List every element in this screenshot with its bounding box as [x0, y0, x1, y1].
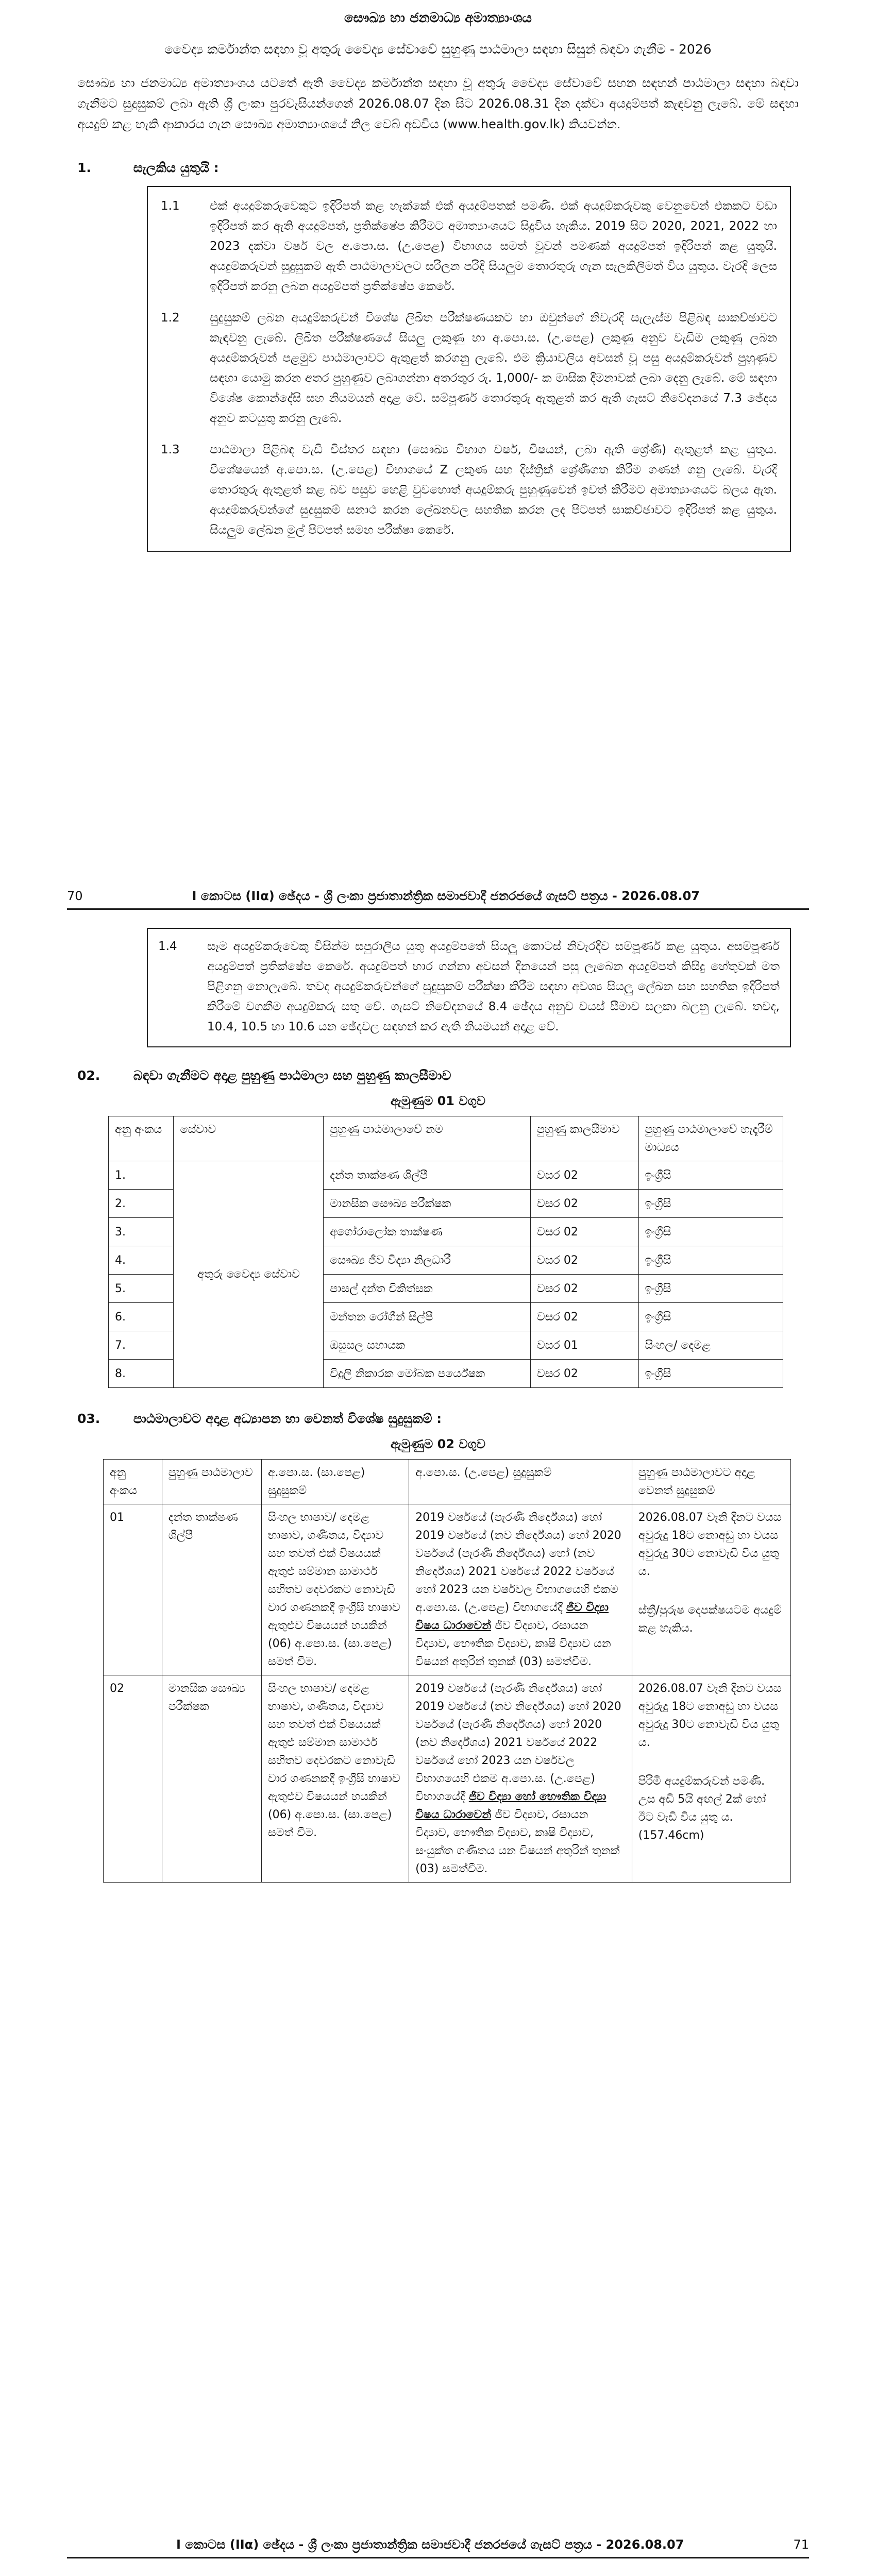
al-qualification: [409, 1675, 632, 1883]
note-text: එක් අයදුම්කරුවෙකුට ඉදිරිපත් කළ හැක්කේ එක් අයදුම්පතක් පමණි. එක් අයදුම්කරුවකු වෙනුවෙන් එකකට වඩා ඉදිරිපත් කර ඇති අයදුම්පත්, ප්‍රතික්ෂේප කිරීමට අමාත්‍යාංශයට සිදුවිය හැකිය. 2019 සිට 2020, 2021, 2022 හා 2023 දක්වා වර්ෂ වල අ.පො.ස. (උ.පෙළ) විභාගය සමත් වූවන් පමණක් අයදුම්පත් ඉදිරිපත් කළ යුතුයි. අයදුම්කරුවන් සුදුසුකම් ඇති පාඨමාලාවලට සරිලන පරිදි සියලුම තොරතුරු ගැන සැලකිලිමත් විය යුතුය. වැරදි ලෙස ඉදිරිපත් කරනු ලබන අයදුම්පත් ප්‍රතික්ෂේප කෙරේ.: [210, 199, 777, 293]
header-title: I කොටස (IIα) ඡේදය - ශ්‍රී ලංකා ප්‍රජාතාන්ත්‍රික සමාජවාදී ජනරජයේ ගැසට් පත්‍රය - 2026.08.07: [176, 2537, 684, 2552]
row-number: 4.: [109, 1246, 174, 1275]
course-name: ඔසුසල සහායක: [324, 1331, 531, 1360]
row-number: 8.: [109, 1360, 174, 1388]
col-header: අ.පො.ස. (සා.පෙළ) සුදුසුකම්: [262, 1460, 409, 1504]
section-title: බඳවා ගැනීමට අදාළ පුහුණු පාඨමාලා සහ පුහුණු කාලසීමාව: [133, 1068, 451, 1083]
course-name: සෞඛ්‍ය ජීව විද්‍යා නිලධාරී: [324, 1246, 531, 1275]
qualifications-table: [103, 1459, 791, 1883]
note-number: 1.4: [158, 940, 177, 953]
course-duration: වසර 02: [530, 1275, 638, 1303]
gazette-page-2: [0, 881, 876, 2530]
course-medium: සිංහල/ දෙමළ: [638, 1331, 783, 1360]
col-header: පුහුණු පාඨමාලාවට අදාළ වෙනත් සුදුසුකම්: [632, 1460, 790, 1504]
course-duration: වසර 02: [530, 1303, 638, 1331]
col-header: අ.පො.ස. (උ.පෙළ) සුදුසුකම්: [409, 1460, 632, 1504]
course-duration: වසර 02: [530, 1360, 638, 1388]
intro-paragraph: සෞඛ්‍ය හා ජනමාධ්‍ය අමාත්‍යාංශය යටතේ ඇති වෛද්‍ය කර්මාන්ත සඳහා වූ අතුරු වෛද්‍ය සේවාවේ සහන සඳහන් පාඨමාලා සඳහා බඳවා ගැනීමට සුදුසුකම් ලබා ඇති ශ්‍රී ලංකා පුරවැසියන්ගෙන් 2026.08.07 දින සිට 2026.08.31 දින දක්වා අයදුම්පත් කැඳවනු ලැබේ. මේ සඳහා අයදුම් කළ හැකි ආකාරය ගැන සෞඛ්‍ය අමාත්‍යාංශයේ නිල වෙබ් අඩවිය (www.health.gov.lk) කියවන්න.: [77, 76, 799, 131]
row-number: 01: [104, 1504, 162, 1675]
course-name: දන්ත තාක්ෂණ ශිල්පී: [324, 1161, 531, 1190]
al-text: 2019 වර්ෂයේ (පැරණි නිර්දේශය) හෝ 2019 වර්ෂයේ (නව නිර්දේශය) හෝ 2020 වර්ෂයේ (පැරණි නිර්දේශය) හෝ 2020 (නව නිර්දේශය) 2021 වර්ෂයේ 2022 වර්ෂයේ හෝ 2023 යන වර්ෂවල විභාගයෙහි එකම අ.පො.ස. (උ.පෙළ) විභාගයේදී: [415, 1682, 621, 1803]
gazette-page-1: [0, 0, 876, 881]
ol-qualification: සිංහල භාෂාව/ දෙමළ භාෂාව, ගණිතය, විද්‍යාව සහ තවත් එක් විෂයයක් ඇතුළු සම්මාන සාමාර්ථ සහිතව දෙවරකට නොවැඩි වාර ගණනකදී ඉංග්‍රීසි භාෂාව ඇතුළුව විෂයයන් හයකින් (06) අ.පො.ස. (සා.පෙළ) සමත් වීම.: [262, 1675, 409, 1883]
note-1-1: [161, 196, 777, 297]
table-header-row: [109, 1116, 783, 1161]
note-1-2: [161, 308, 777, 429]
header-rule: [67, 2557, 809, 2558]
col-header: අනු අංකය: [109, 1116, 174, 1161]
course-name: අගෝරාලෝක තාක්ෂණ: [324, 1218, 531, 1246]
other-qualification: [632, 1504, 790, 1675]
al-subjects: ජීව විද්‍යාව, රසායන විද්‍යාව, භෞතික විද්‍යාව, කෘෂි විද්‍යාව යන විෂයන් අතුරින් තුනක් (03) සමත්වීම.: [415, 1619, 611, 1668]
al-subjects: ජීව විද්‍යාව, රසායන විද්‍යාව, භෞතික විද්‍යාව, කෘෂි විද්‍යාව, සංයුක්ත ගණිතය යන විෂයන් අතුරින් තුනක් (03) සමත්වීම.: [415, 1808, 620, 1875]
course-medium: ඉංග්‍රීසි: [638, 1360, 783, 1388]
table-1-title: ඇමුණුම 01 වගුව: [390, 1094, 486, 1108]
col-header: අනු අංකය: [104, 1460, 162, 1504]
notes-box: [147, 186, 791, 552]
course-duration: වසර 01: [530, 1331, 638, 1360]
ol-qualification: සිංහල භාෂාව/ දෙමළ භාෂාව, ගණිතය, විද්‍යාව සහ තවත් එක් විෂයයක් ඇතුළු සම්මාන සාමාර්ථ සහිතව දෙවරකට නොවැඩි වාර ගණනකදී ඉංග්‍රීසි භාෂාව ඇතුළුව විෂයයන් හයකින් (06) අ.පො.ස. (සා.පෙළ) සමත් වීම.: [262, 1504, 409, 1675]
page-header: [67, 2530, 809, 2552]
col-header: පුහුණු පාඨමාලාවේ නම: [324, 1116, 531, 1161]
section-title: සැලකිය යුතුයි :: [133, 160, 219, 175]
note-1-3: [161, 440, 777, 540]
notice-title: වෛද්‍ය කර්මාන්ත සඳහා වූ අතුරු වෛද්‍ය සේවාවේ සුහුණු පාඨමාලා සඳහා සිසුන් බඳවා ගැනීම - 2026: [164, 42, 712, 57]
note-text: පාඨමාලා පිළිබඳ වැඩි විස්තර සඳහා (සෞඛ්‍ය විභාග වර්ෂ, විෂයන්, ලබා ඇති ශ්‍රේණි) ඇතුළත් කළ යුතුය. විශේෂයෙන් අ.පො.ස. (උ.පෙළ) විභාගයේ Z ලකුණ සහ දිස්ත්‍රික් ශ්‍රේණිගත කිරීම ගණන් ගනු ලැබේ. වැරදි තොරතුරු ඇතුළත් කළ බව පසුව හෙළි වුවහොත් අයදුම්කරු පුහුණුවෙන් ඉවත් කිරීමට අමාත්‍යාංශයට බලය ඇත. අයදුම්කරුවන්ගේ සුදුසුකම් සනාථ කරන ලේඛනවල සහතික කරන ලද පිටපත් සාකච්ඡාවට ඉදිරිපත් කළ යුතුය. සියලුම ලේඛන මුල් පිටපත් සමඟ පරීක්ෂා කෙරේ.: [210, 443, 777, 537]
note-number: 1.1: [161, 199, 180, 213]
note-text: සුදුසුකම් ලබන අයදුම්කරුවන් විශේෂ ලිඛිත පරීක්ෂණයකට හා ඔවුන්ගේ නිවැරදි සැලැස්ම පිළිබඳ සාකච්ඡාවට කැඳවනු ලැබේ. ලිඛිත පරීක්ෂණයේ සියලු ලකුණු හා අ.පො.ස. (උ.පෙළ) ලකුණු අනුව වැඩිම ලකුණු ලබන අයදුම්කරුවන් පළමුව පාඨමාලාවට ඇතුළත් කරගනු ලැබේ. එම ක්‍රියාවලිය අවසන් වූ පසු අයදුම්කරුවන් පුහුණුව සඳහා යොමු කරන අතර පුහුණුව ලබාගන්නා අතරතුර රු. 1,000/- ක මාසික දීමනාවක් ලබා දෙනු ලැබේ. මේ සඳහා විශේෂ කොන්දේසි සහ නියමයන් අදාළ වේ. සම්පූර්ණ තොරතුරු ඇතුළත් කර ඇති ගැසට් නිවේදනයේ 7.3 ඡේදය අනුව කටයුතු කරනු ලැබේ.: [210, 311, 777, 425]
qualifications-table-body: [104, 1504, 791, 1883]
row-number: 1.: [109, 1161, 174, 1190]
header-title: I කොටස (IIα) ඡේදය - ශ්‍රී ලංකා ප්‍රජාතාන්ත්‍රික සමාජවාදී ජනරජයේ ගැසට් පත්‍රය - 2026.08.07: [192, 889, 700, 903]
row-number: 7.: [109, 1331, 174, 1360]
course-duration: වසර 02: [530, 1218, 638, 1246]
other-qualification: [632, 1675, 790, 1883]
al-stream: ජීව විද්‍යා හෝ භෞතික විද්‍යා විෂය ධාරාවෙන්: [415, 1790, 607, 1821]
course-medium: ඉංග්‍රීසි: [638, 1161, 783, 1190]
gender-requirement: ස්ත්‍රී/පුරුෂ දෙපක්ෂයටම අයදුම් කළ හැකිය.: [638, 1604, 782, 1635]
al-text: 2019 වර්ෂයේ (පැරණි නිර්දේශය) හෝ 2019 වර්ෂයේ (නව නිර්දේශය) හෝ 2020 වර්ෂයේ (පැරණි නිර්දේශය) හෝ (නව නිර්දේශය) 2021 වර්ෂයේ 2022 වර්ෂයේ හෝ 2023 යන වර්ෂවල විභාගයෙහි එකම අ.පො.ස. (උ.පෙළ) විභාගයේදී: [415, 1511, 621, 1614]
page-number: 70: [67, 889, 83, 903]
row-number: 02: [104, 1675, 162, 1883]
section-number: 1.: [77, 160, 91, 175]
course-name: මන්තන රෝගීන් සිල්පී: [324, 1303, 531, 1331]
page-header: [67, 881, 809, 903]
age-requirement: 2026.08.07 වැනි දිනට වයස අවුරුදු 18ට නොඅඩු හා වයස අවුරුදු 30ට නොවැඩි විය යුතු ය.: [638, 1511, 782, 1578]
page-number: 71: [793, 2537, 809, 2552]
row-number: 2.: [109, 1190, 174, 1218]
table-header-row: [104, 1460, 791, 1504]
course-medium: ඉංග්‍රීසි: [638, 1246, 783, 1275]
table-2-title: ඇමුණුම 02 වගුව: [390, 1437, 486, 1451]
table-row: [109, 1161, 783, 1190]
course-medium: ඉංග්‍රීසි: [638, 1190, 783, 1218]
courses-table: [108, 1116, 783, 1388]
service-cell: අතුරු වෛද්‍ය සේවාව: [174, 1161, 324, 1388]
col-header: පුහුණු කාලසීමාව: [530, 1116, 638, 1161]
course-name: පාසල් දන්ත චිකිත්සක: [324, 1275, 531, 1303]
section-2-heading: [77, 1068, 876, 1083]
col-header: පුහුණු පාඨමාලාව: [162, 1460, 261, 1504]
col-header: පුහුණු පාඨමාලාවේ හැදෑරීම් මාධ්‍යය: [638, 1116, 783, 1161]
row-number: 3.: [109, 1218, 174, 1246]
note-1-4: [158, 937, 780, 1037]
course-duration: වසර 02: [530, 1190, 638, 1218]
col-header: සේවාව: [174, 1116, 324, 1161]
course-duration: වසර 02: [530, 1161, 638, 1190]
row-number: 6.: [109, 1303, 174, 1331]
ministry-title: සෞඛ්‍ය හා ජනමාධ්‍ය අමාත්‍යාංශය: [344, 10, 532, 26]
age-requirement: 2026.08.07 වැනි දිනට වයස අවුරුදු 18ට නොඅඩු හා වයස අවුරුදු 30ට නොවැඩි විය යුතු ය.: [638, 1682, 782, 1749]
course-medium: ඉංග්‍රීසි: [638, 1218, 783, 1246]
note-number: 1.2: [161, 311, 180, 325]
section-number: 02.: [77, 1068, 100, 1083]
course-medium: ඉංග්‍රීසි: [638, 1275, 783, 1303]
course-duration: වසර 02: [530, 1246, 638, 1275]
section-3-heading: [77, 1411, 876, 1427]
course-medium: ඉංග්‍රීසි: [638, 1303, 783, 1331]
row-number: 5.: [109, 1275, 174, 1303]
section-1-heading: [77, 160, 876, 176]
course-name: මානසික සෞඛ්‍ය පරීක්ෂක: [324, 1190, 531, 1218]
al-stream: ජීව විද්‍යා විෂය ධාරාවෙන්: [415, 1601, 609, 1632]
header-rule: [67, 908, 809, 910]
section-number: 03.: [77, 1411, 100, 1426]
note-1-4-box: [147, 928, 791, 1047]
gazette-page-3: [0, 2530, 876, 2576]
section-title: පාඨමාලාවට අදාළ අධ්‍යාපන හා වෙනත් විශේෂ සුදුසුකම් :: [133, 1411, 442, 1426]
gender-requirement: පිරිමි අයදුම්කරුවන් පමණි. උස අඩි 5යි අඟල් 2ක් හෝ ඊට වැඩි විය යුතු ය. (157.46cm): [638, 1775, 766, 1842]
note-number: 1.3: [161, 443, 180, 456]
course-name: දන්ත තාක්ෂණ ශිල්පී: [162, 1504, 261, 1675]
course-name: විදුලි නිකාරක මෝබක පර්යේෂක: [324, 1360, 531, 1388]
al-qualification: [409, 1504, 632, 1675]
course-name: මානසික සෞඛ්‍ය පරීක්ෂක: [162, 1675, 261, 1883]
courses-table-body: [109, 1161, 783, 1388]
note-text: සෑම අයදුම්කරුවෙකු විසින්ම සපුරාලිය යුතු අයදුම්පතේ සියලු කොටස් නිවැරදිව සම්පූර්ණ කළ යුතුය. අසම්පූර්ණ අයදුම්පත් ප්‍රතික්ෂේප කෙරේ. අයදුම්පත් භාර ගන්නා අවසන් දිනයෙන් පසු ලැබෙන අයදුම්පත් කිසිදු හේතුවක් මත පිළිගනු නොලැබේ. තවද අයදුම්කරුවන්ගේ සුදුසුකම් පරීක්ෂා කිරීම සඳහා අවශ්‍ය සියලු ලේඛන සහ සහතික ඉදිරිපත් කිරීමේ වගකීම අයදුම්කරු සතු වේ. ගැසට් නිවේදනයේ 8.4 ඡේදය අනුව වයස් සීමාව සලකා බලනු ලැබේ. තවද, 10.4, 10.5 හා 10.6 යන ඡේදවල සඳහන් කර ඇති නියමයන් අදාළ වේ.: [207, 940, 780, 1033]
table-row: [104, 1675, 791, 1883]
table-row: [104, 1504, 791, 1675]
